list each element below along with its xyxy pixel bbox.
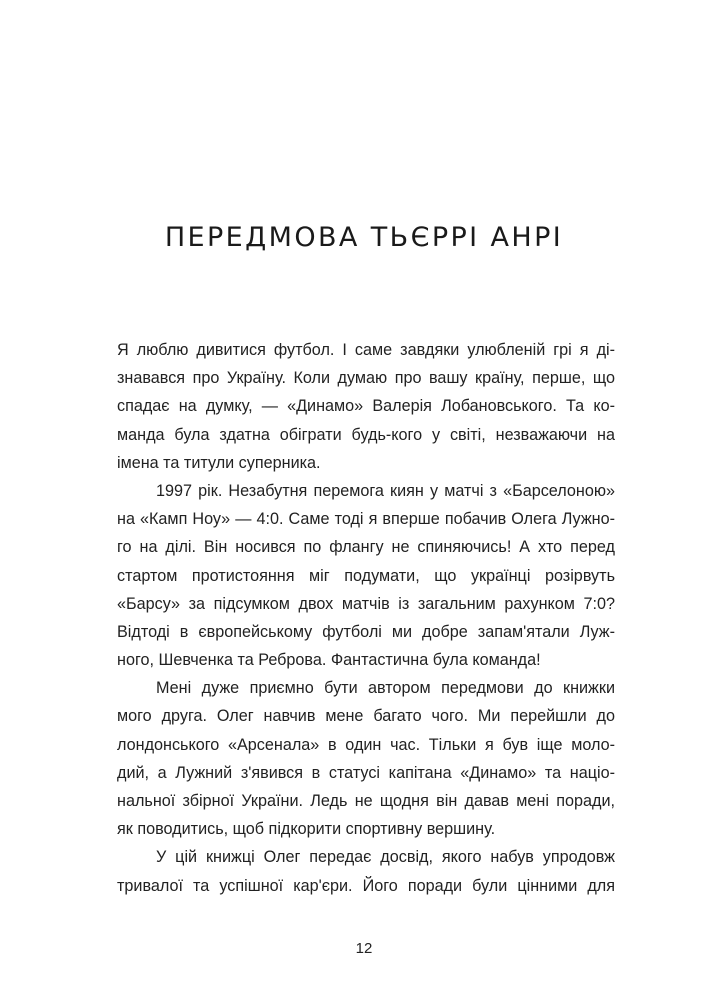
chapter-heading: ПЕРЕДМОВА ТЬЄРРІ АНРІ — [164, 222, 564, 253]
text-line: стартом протистояння міг подумати, що українці розірвуть — [117, 566, 615, 585]
text-line: ного, Шевченка та Реброва. Фантастична була команда! — [117, 651, 541, 670]
text-line: Мені дуже приємно бути автором передмови до книжки — [156, 679, 615, 698]
text-line: У цій книжці Олег передає досвід, якого набув упродовж — [156, 848, 615, 867]
text-line: мого друга. Олег навчив мене багато чого. Ми перейшли до — [117, 707, 615, 726]
text-line: тривалої та успішної кар'єри. Його поради були цінними для — [117, 876, 615, 895]
text-line: 1997 рік. Незабутня перемога киян у матчі з «Барселоною» — [156, 481, 615, 500]
text-line: лондонського «Арсенала» в один час. Тільки я був іще моло- — [117, 735, 615, 754]
text-line: спадає на думку, — «Динамо» Валерія Лобановського. Та ко- — [117, 397, 615, 416]
page-number: 12 — [355, 940, 373, 957]
text-line: як поводитись, щоб підкорити спортивну вершину. — [117, 820, 496, 839]
text-line: го на ділі. Він носився по флангу не спиняючись! А хто перед — [117, 538, 615, 557]
text-line: на «Камп Ноу» — 4:0. Саме тоді я вперше побачив Олега Лужно- — [117, 510, 615, 529]
text-line: нальної збірної України. Ледь не щодня він давав мені поради, — [117, 792, 615, 810]
text-line: «Барсу» за підсумком двох матчів із загальним рахунком 7:0? — [117, 594, 615, 613]
text-line: дий, а Лужний з'явився в статусі капітана «Динамо» та націо- — [117, 763, 615, 782]
text-line: Відтоді в європейському футболі ми добре запам'ятали Луж- — [117, 622, 615, 641]
text-line: Я люблю дивитися футбол. І саме завдяки улюбленій грі я ді- — [117, 341, 615, 359]
text-line: манда була здатна обіграти будь-кого у світі, незважаючи на — [117, 425, 615, 444]
text-line: імена та титули суперника. — [117, 453, 321, 472]
text-line: знавався про Україну. Коли думаю про вашу країну, перше, що — [117, 369, 615, 388]
body-text — [117, 336, 615, 900]
